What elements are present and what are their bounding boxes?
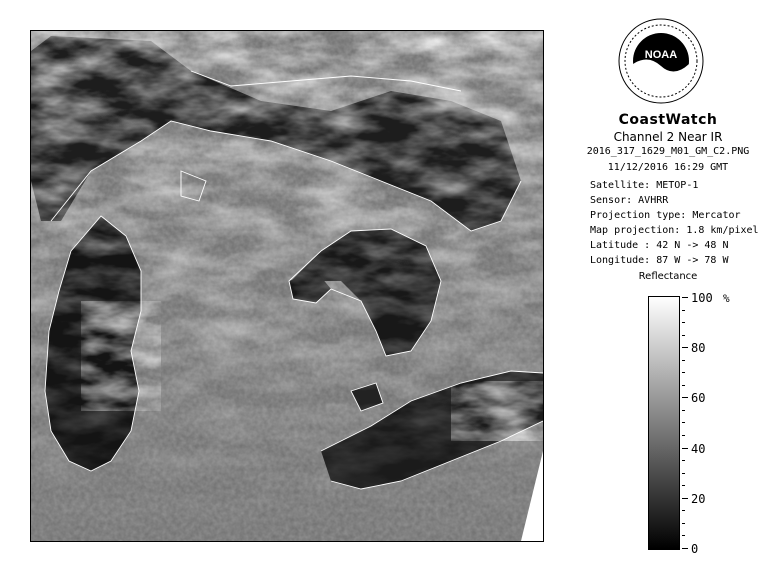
colorbar-minor-tick [682,460,685,461]
channel-label: Channel 2 Near IR [613,130,723,144]
colorbar-tick-label: 40 [691,442,706,456]
colorbar-minor-tick [682,535,685,536]
noaa-logo-icon [618,18,704,104]
lake-effect-clouds-michigan [81,301,161,411]
colorbar-minor-tick [682,510,685,511]
colorbar-tick-label: 100 [691,291,713,305]
colorbar-minor-tick [682,335,685,336]
filename-label: 2016_317_1629_M01_GM_C2.PNG [586,146,750,157]
colorbar-minor-tick [682,310,685,311]
map-projection-label: Map projection: 1.8 km/pixel [590,225,759,236]
cloud-cover [31,31,543,541]
colorbar-minor-tick [682,385,685,386]
colorbar-tick [682,448,688,449]
longitude-label: Longitude: 87 W -> 78 W [590,255,729,266]
colorbar-minor-tick [682,322,685,323]
sensor-label: Sensor: AVHRR [590,195,669,206]
colorbar-minor-tick [682,435,685,436]
colorbar-tick [682,498,688,499]
colorbar-minor-tick [682,410,685,411]
projection-type-label: Projection type: Mercator [590,210,741,221]
satellite-map [30,30,544,542]
colorbar-minor-tick [682,473,685,474]
satellite-label: Satellite: METOP-1 [590,180,699,191]
colorbar-minor-tick [682,360,685,361]
colorbar-gradient [648,296,680,550]
datetime-label: 11/12/2016 16:29 GMT [607,162,729,173]
colorbar-tick-label: 60 [691,391,706,405]
colorbar-title: Reflectance [638,271,698,282]
latitude-label: Latitude : 42 N -> 48 N [590,240,729,251]
metadata-list [590,178,782,268]
colorbar-tick-label: 20 [691,492,706,506]
logo-text: NOAA [644,49,678,61]
colorbar-tick-label: 80 [691,341,706,355]
brand-title: CoastWatch [618,112,718,128]
colorbar-minor-tick [682,485,685,486]
colorbar-minor-tick [682,372,685,373]
colorbar-unit: % [723,292,730,305]
colorbar-tick [682,347,688,348]
colorbar-minor-tick [682,523,685,524]
lake-effect-clouds-erie [451,381,543,441]
colorbar-tick-label: 0 [691,542,699,556]
colorbar-tick [682,297,688,298]
colorbar-tick [682,397,688,398]
colorbar-tick [682,548,688,549]
colorbar-minor-tick [682,422,685,423]
map-svg [31,31,543,541]
